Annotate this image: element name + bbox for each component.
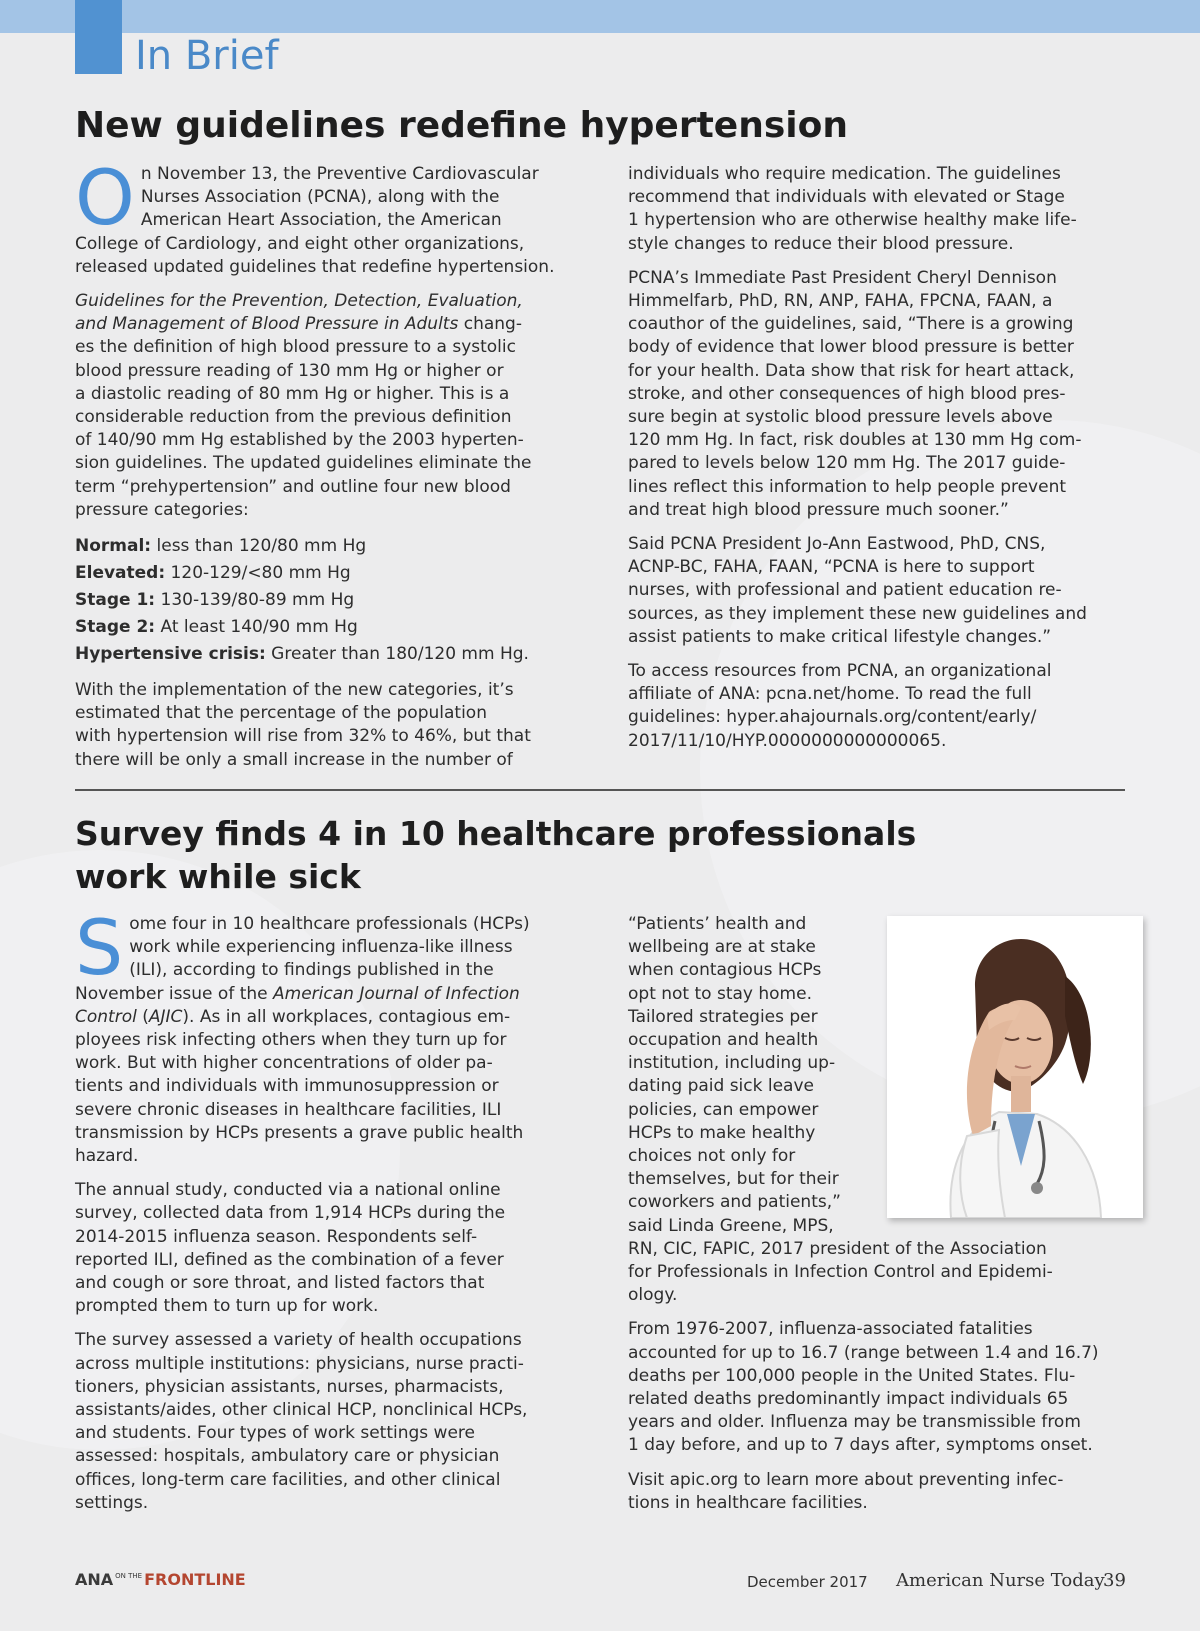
text-line: deaths per 100,000 people in the United States. Flu- <box>628 1365 1076 1386</box>
text-line: survey, collected data from 1,914 HCPs during the <box>75 1203 506 1224</box>
text-line: said Linda Greene, MPS, <box>628 1215 834 1236</box>
footer-date: December 2017 <box>747 1573 868 1591</box>
text-line: American Heart Association, the American <box>140 210 502 231</box>
text-line: term “prehypertension” and outline four new blood <box>75 476 511 497</box>
text-line: pared to levels below 120 mm Hg. The 2017 guide- <box>628 453 1066 474</box>
brand-ana: ANA <box>75 1570 114 1589</box>
text-line: “Patients’ health and <box>628 914 807 934</box>
text-line: PCNA’s Immediate Past President Cheryl Dennison <box>628 267 1057 288</box>
category-value: Greater than 180/120 mm Hg. <box>265 644 529 665</box>
text-line: With the implementation of the new categories, it’s <box>75 680 514 701</box>
text-line: lines reflect this information to help people prevent <box>628 476 1067 497</box>
category-label: Elevated: <box>75 563 166 584</box>
bp-category-crisis <box>75 641 580 668</box>
text-line: To access resources from PCNA, an organizational <box>628 661 1052 682</box>
category-value: At least 140/90 mm Hg <box>155 617 358 638</box>
article2-headline <box>75 812 916 898</box>
text-line: coworkers and patients,” <box>628 1192 841 1213</box>
text-line: years and older. Influenza may be transmissible from <box>628 1412 1081 1433</box>
text-line: November issue of the American Journal of Infection <box>75 983 520 1004</box>
text-line: wellbeing are at stake <box>628 937 816 958</box>
text-line: College of Cardiology, and eight other organizations, <box>75 233 525 254</box>
text-line: reported ILI, defined as the combination of a fever <box>75 1249 504 1270</box>
text-line: Said PCNA President Jo-Ann Eastwood, PhD, CNS, <box>628 534 1046 555</box>
article1-paragraph-medication <box>628 163 1133 256</box>
text-line: Visit apic.org to learn more about preventing infec- <box>628 1469 1064 1490</box>
article2-paragraph-study <box>75 1179 580 1318</box>
bp-category-normal <box>75 533 580 560</box>
text-line: assist patients to make critical lifestyle changes.” <box>628 626 1052 647</box>
text-line: transmission by HCPs presents a grave public health <box>75 1122 524 1143</box>
text-line: there will be only a small increase in the number of <box>75 749 513 770</box>
text-line: choices not only for <box>628 1146 796 1167</box>
text-line: affiliate of ANA: pcna.net/home. To read the full <box>628 684 1032 705</box>
text-line: opt not to stay home. <box>628 983 812 1004</box>
article2-paragraph-quote-greene <box>628 913 1133 1307</box>
italic-title: AJIC <box>148 1006 183 1027</box>
text-line: dating paid sick leave <box>628 1076 814 1097</box>
headline-line: work while sick <box>75 857 361 896</box>
article2-paragraph-apic <box>628 1469 1133 1515</box>
text-line: offices, long-term care facilities, and other clinical <box>75 1469 501 1490</box>
text-line: occupation and health <box>628 1030 819 1051</box>
text-line: tients and individuals with immunosuppression or <box>75 1076 499 1097</box>
bp-category-stage1 <box>75 587 580 614</box>
text-line: recommend that individuals with elevated or Stage <box>628 187 1065 208</box>
bp-category-stage2 <box>75 614 580 641</box>
text-line: Tailored strategies per <box>628 1006 818 1027</box>
text-line: with hypertension will rise from 32% to 46%, but that <box>75 726 531 747</box>
text-line: tioners, physician assistants, nurses, pharmacists, <box>75 1376 504 1397</box>
text-line: ployees risk infecting others when they turn up for <box>75 1030 507 1051</box>
text-line: for your health. Data show that risk for heart attack, <box>628 360 1075 381</box>
text-line: considerable reduction from the previous definition <box>75 407 512 428</box>
text-line: Guidelines for the Prevention, Detection, Evaluation, <box>75 291 523 312</box>
article1-paragraph-quote-eastwood <box>628 533 1133 649</box>
bp-category-elevated <box>75 560 580 587</box>
text-line: prompted them to turn up for work. <box>75 1296 379 1317</box>
text-line: hazard. <box>75 1146 139 1167</box>
text-line: sure begin at systolic blood pressure levels above <box>628 407 1053 428</box>
text-line: stroke, and other consequences of high blood pres- <box>628 383 1066 404</box>
text-line: work while experiencing influenza-like illness <box>129 937 513 958</box>
text-line: pressure categories: <box>75 499 249 520</box>
text-line: blood pressure reading of 130 mm Hg or higher or <box>75 360 504 381</box>
text-line: across multiple institutions: physicians, nurse practi- <box>75 1353 524 1374</box>
text-line: ology. <box>628 1285 678 1306</box>
text-line: and Management of Blood Pressure in Adults chang- <box>75 314 522 335</box>
text-line: Control (AJIC). As in all workplaces, contagious em- <box>75 1006 511 1027</box>
text-line: individuals who require medication. The guidelines <box>628 164 1061 184</box>
text-line: themselves, but for their <box>628 1169 839 1190</box>
article1-headline: New guidelines redefine hypertension <box>75 105 848 146</box>
text-line: released updated guidelines that redefine hypertension. <box>75 256 555 277</box>
category-label: Hypertensive crisis: <box>75 644 266 665</box>
text-line: 2014-2015 influenza season. Respondents self- <box>75 1226 478 1247</box>
text-line: 2017/11/10/HYP.0000000000000065. <box>628 730 947 751</box>
section-tab-marker <box>75 0 122 74</box>
category-value: 130-139/80-89 mm Hg <box>155 590 355 611</box>
category-value: less than 120/80 mm Hg <box>151 536 367 557</box>
text-line: accounted for up to 16.7 (range between 1.4 and 16.7) <box>628 1342 1099 1363</box>
category-label: Stage 1: <box>75 590 156 611</box>
category-label: Stage 2: <box>75 617 156 638</box>
text-line: Himmelfarb, PhD, RN, ANP, FAHA, FPCNA, FAAN, a <box>628 291 1053 312</box>
text-line: a diastolic reading of 80 mm Hg or higher. This is a <box>75 383 510 404</box>
text-line: style changes to reduce their blood pressure. <box>628 233 1014 254</box>
article1-paragraph-resources <box>628 660 1133 753</box>
category-value: 120-129/<80 mm Hg <box>165 563 351 584</box>
article2-column-left <box>75 903 580 1526</box>
top-color-band <box>0 0 1200 33</box>
text-line: coauthor of the guidelines, said, “There is a growing <box>628 314 1074 335</box>
text-line: sion guidelines. The updated guidelines eliminate the <box>75 453 532 474</box>
text-line: nurses, with professional and patient education re- <box>628 580 1062 601</box>
section-divider <box>75 789 1125 791</box>
article1-paragraph-intro <box>75 153 580 279</box>
footer-magazine-title: American Nurse Today <box>896 1570 1105 1591</box>
article1-paragraph-definition <box>75 290 580 522</box>
italic-title: American Journal of Infection <box>273 983 520 1004</box>
text-line: Nurses Association (PCNA), along with the <box>140 187 500 208</box>
text-line: n November 13, the Preventive Cardiovascular <box>140 164 539 184</box>
text-line: es the definition of high blood pressure to a systolic <box>75 337 516 358</box>
dropcap: S <box>75 903 124 992</box>
article1-paragraph-implementation <box>75 679 580 772</box>
brand-frontline: FRONTLINE <box>144 1570 246 1589</box>
dropcap: O <box>75 153 135 242</box>
brand-on-the: ON THE <box>115 1572 143 1580</box>
bp-category-list <box>75 533 580 668</box>
text-line: assessed: hospitals, ambulatory care or physician <box>75 1446 500 1467</box>
text-line: settings. <box>75 1492 149 1513</box>
article1-column-right <box>628 163 1133 764</box>
text-line: related deaths predominantly impact individuals 65 <box>628 1389 1069 1410</box>
footer-brand-logo <box>75 1570 246 1589</box>
italic-title: Control <box>75 1006 137 1027</box>
text-line: 1 day before, and up to 7 days after, symptoms onset. <box>628 1435 1093 1456</box>
text-line: of 140/90 mm Hg established by the 2003 hyperten- <box>75 430 524 451</box>
text-line: sources, as they implement these new guidelines and <box>628 603 1087 624</box>
article2-paragraph-occupations <box>75 1329 580 1515</box>
text-line: RN, CIC, FAPIC, 2017 president of the Association <box>628 1238 1047 1259</box>
article1-column-left <box>75 153 580 783</box>
article2-column-right <box>628 913 1133 1526</box>
text-line: institution, including up- <box>628 1053 836 1074</box>
section-label: In Brief <box>135 33 279 79</box>
text-line: The survey assessed a variety of health occupations <box>75 1330 522 1351</box>
text-line: and treat high blood pressure much sooner.” <box>628 499 1009 520</box>
text-line: and students. Four types of work settings were <box>75 1423 475 1444</box>
text-line: policies, can empower <box>628 1099 819 1120</box>
text-line: body of evidence that lower blood pressure is better <box>628 337 1074 358</box>
article2-paragraph-intro <box>75 903 580 1168</box>
text-line: guidelines: hyper.ahajournals.org/content/early/ <box>628 707 1037 728</box>
text-line: work. But with higher concentrations of older pa- <box>75 1053 493 1074</box>
italic-title: and Management of Blood Pressure in Adults <box>75 314 459 335</box>
text-line: From 1976-2007, influenza-associated fatalities <box>628 1319 1033 1340</box>
text-line: HCPs to make healthy <box>628 1122 816 1143</box>
text-line: for Professionals in Infection Control and Epidemi- <box>628 1262 1053 1283</box>
category-label: Normal: <box>75 536 152 557</box>
text-line: and cough or sore throat, and listed factors that <box>75 1273 485 1294</box>
headline-line: Survey finds 4 in 10 healthcare professionals <box>75 814 917 853</box>
text-line: tions in healthcare facilities. <box>628 1492 868 1513</box>
text-line: (ILI), according to findings published in the <box>129 960 494 981</box>
article2-paragraph-fatalities <box>628 1318 1133 1457</box>
text-line: ome four in 10 healthcare professionals (HCPs) <box>129 914 530 934</box>
text-line: 120 mm Hg. In fact, risk doubles at 130 mm Hg com- <box>628 430 1082 451</box>
text-line: ACNP-BC, FAHA, FAAN, “PCNA is here to support <box>628 557 1035 578</box>
footer-page-number: 39 <box>1103 1570 1126 1591</box>
text-line: estimated that the percentage of the population <box>75 703 487 724</box>
text-line: severe chronic diseases in healthcare facilities, ILI <box>75 1099 502 1120</box>
text-line: 1 hypertension who are otherwise healthy make life- <box>628 210 1077 231</box>
text-line: when contagious HCPs <box>628 960 822 981</box>
text-line: assistants/aides, other clinical HCP, nonclinical HCPs, <box>75 1400 528 1421</box>
article1-paragraph-quote-himmelfarb <box>628 267 1133 522</box>
text-line: The annual study, conducted via a national online <box>75 1180 501 1201</box>
